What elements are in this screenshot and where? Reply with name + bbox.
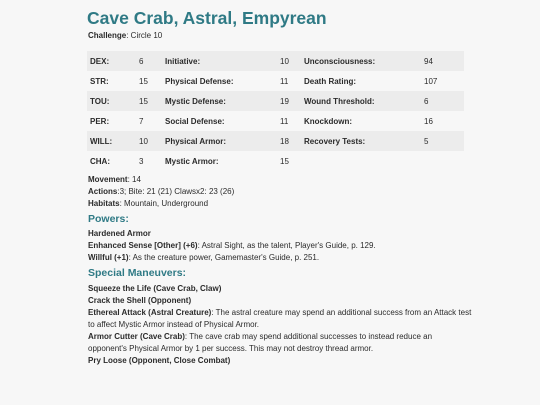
attribute-value: 6 [139, 51, 165, 71]
list-item [88, 296, 191, 305]
characteristic-label: Wound Threshold: [304, 91, 424, 111]
characteristic-label: Mystic Defense: [165, 91, 280, 111]
table-row [87, 91, 464, 111]
characteristic-value: 6 [424, 91, 464, 111]
attribute-value: 3 [139, 156, 144, 166]
challenge-label: Challenge [88, 31, 127, 40]
characteristic-value: 107 [424, 76, 438, 86]
characteristic-value: 10 [280, 51, 304, 71]
maneuver-name: Armor Cutter (Cave Crab) [88, 332, 185, 341]
power-name: Willful (+1) [88, 253, 129, 262]
powers-heading: Powers: [88, 213, 129, 225]
list-item [88, 284, 221, 293]
attribute-value: 10 [139, 131, 165, 151]
table-row [87, 71, 464, 91]
characteristic-value: 94 [424, 51, 464, 71]
empty-cell [304, 151, 424, 171]
attribute-label: PER: [90, 116, 110, 126]
characteristic-label: Physical Defense: [165, 76, 234, 86]
power-name: Enhanced Sense [Other] (+6) [88, 241, 198, 250]
challenge-line [88, 31, 162, 40]
characteristic-label: Knockdown: [304, 116, 352, 126]
power-text: : Astral Sight, as the talent, Player's Guide, p. 129. [197, 241, 376, 250]
actions-line [88, 187, 234, 196]
challenge-value: : Circle 10 [126, 31, 163, 40]
attribute-label: STR: [90, 76, 109, 86]
maneuver-text-continued: to affect Mystic Armor instead of Physical Armor. [88, 320, 260, 329]
table-row [87, 51, 464, 71]
creature-title: Cave Crab, Astral, Empyrean [87, 8, 327, 28]
maneuver-name: Squeeze the Life (Cave Crab, Claw) [88, 284, 222, 293]
attribute-value: 15 [139, 76, 148, 86]
power-name: Hardened Armor [88, 229, 151, 238]
characteristic-label: Death Rating: [304, 76, 356, 86]
maneuver-text-continued: opponent's Physical Armor by 1 per success. This may not destroy thread armor. [88, 344, 374, 353]
characteristic-value: 16 [424, 116, 433, 126]
characteristic-label: Unconsciousness: [304, 51, 424, 71]
movement-value: : 14 [127, 175, 141, 184]
characteristic-value: 18 [280, 131, 304, 151]
attribute-label: CHA: [90, 156, 110, 166]
maneuver-name: Ethereal Attack (Astral Creature) [88, 308, 212, 317]
characteristic-value: 15 [280, 156, 289, 166]
actions-label: Actions [88, 187, 118, 196]
characteristic-label: Physical Armor: [165, 131, 280, 151]
movement-label: Movement [88, 175, 128, 184]
attribute-label: TOU: [87, 91, 139, 111]
maneuver-text: : The astral creature may spend an additional success from an Attack test [211, 308, 472, 317]
characteristic-label: Recovery Tests: [304, 131, 424, 151]
characteristic-value: 11 [280, 76, 289, 86]
attribute-value: 7 [139, 116, 144, 126]
maneuver-name: Pry Loose (Opponent, Close Combat) [88, 356, 231, 365]
list-item [88, 308, 471, 317]
maneuver-name: Crack the Shell (Opponent) [88, 296, 192, 305]
habitats-label: Habitats [88, 199, 120, 208]
attribute-label: DEX: [87, 51, 139, 71]
habitats-value: : Mountain, Underground [119, 199, 209, 208]
table-row [87, 151, 464, 171]
characteristic-value: 5 [424, 131, 464, 151]
maneuver-text: : The cave crab may spend additional successes to instead reduce an [184, 332, 433, 341]
characteristic-value: 11 [280, 116, 289, 126]
characteristic-label: Social Defense: [165, 116, 225, 126]
maneuvers-heading: Special Maneuvers: [88, 267, 187, 279]
attribute-value: 15 [139, 91, 165, 111]
movement-line [88, 175, 141, 184]
list-item [88, 356, 230, 365]
habitats-line [88, 199, 208, 208]
list-item [88, 253, 319, 262]
list-item [88, 332, 432, 341]
characteristic-label: Mystic Armor: [165, 156, 219, 166]
empty-cell [424, 151, 464, 171]
list-item [88, 229, 151, 238]
actions-value: :3; Bite: 21 (21) Clawsx2: 23 (26) [117, 187, 235, 196]
table-row [87, 131, 464, 151]
list-item [88, 241, 376, 250]
attribute-label: WILL: [87, 131, 139, 151]
power-text: : As the creature power, Gamemaster's Guide, p. 251. [128, 253, 320, 262]
attributes-table [87, 51, 464, 171]
characteristic-value: 19 [280, 91, 304, 111]
table-row [87, 111, 464, 131]
characteristic-label: Initiative: [165, 51, 280, 71]
